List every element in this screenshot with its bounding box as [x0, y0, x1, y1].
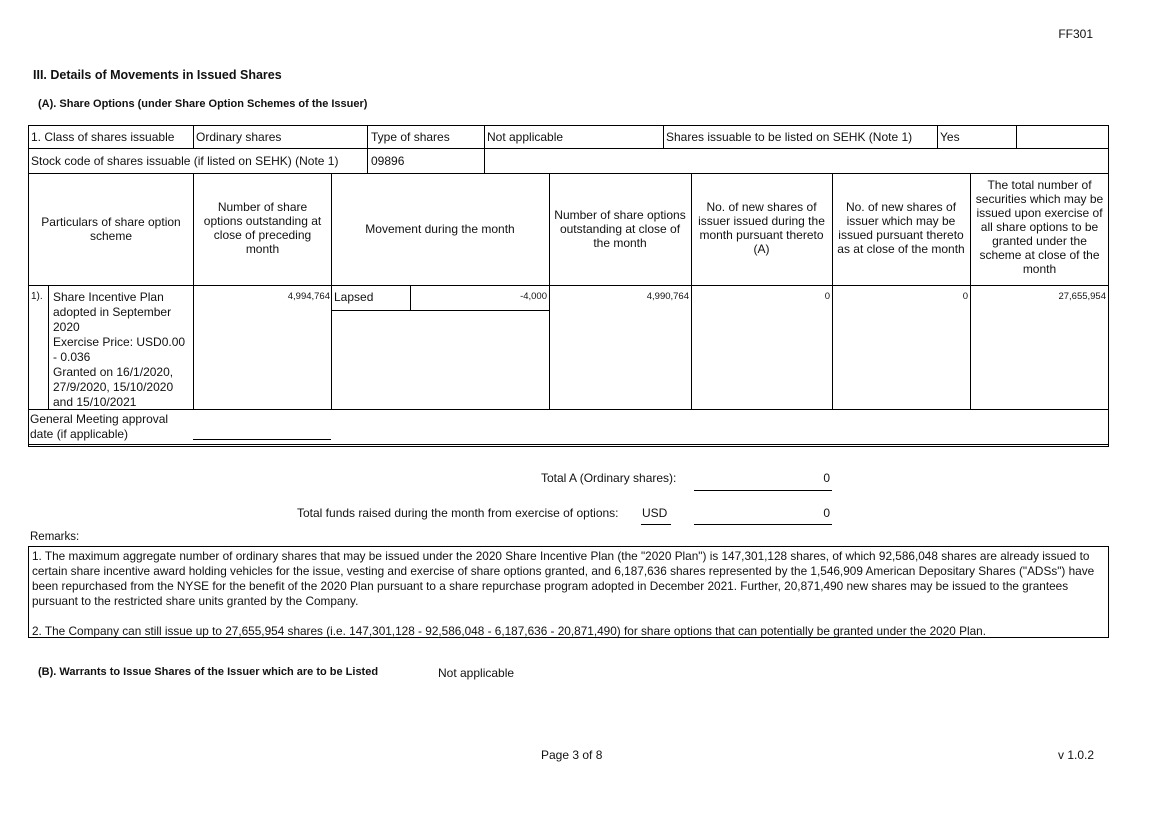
- form-code: FF301: [1058, 27, 1093, 41]
- scheme-index: 1).: [31, 291, 43, 302]
- subsection-b-value: Not applicable: [438, 666, 515, 680]
- stock-code-value: 09896: [371, 154, 405, 168]
- header-particulars: Particulars of share option scheme: [41, 215, 181, 243]
- remark-2: 2. The Company can still issue up to 27,655,954 shares (i.e. 147,301,128 - 92,586,048 - 6,187,636 - 20,871,490) for share options that can potentially be granted under the 2020 Plan.: [32, 624, 987, 638]
- gm-approval-label: General Meeting approval date (if applicable): [30, 412, 169, 441]
- subsection-a-title: (A). Share Options (under Share Option Schemes of the Issuer): [38, 98, 368, 110]
- outstanding-close-value: 4,990,764: [646, 291, 689, 302]
- may-be-issued-value: 0: [962, 291, 968, 302]
- listed-value: Yes: [940, 130, 960, 144]
- remarks-box: [28, 546, 1109, 638]
- scheme-description: Share Incentive Plan adopted in September 2020 Exercise Price: USD0.00 - 0.036 Granted on 16/1/2020, 27/9/2020, 15/10/2020 and 15/10/2021: [53, 290, 186, 409]
- header-new-issued: No. of new shares of issuer issued during the month pursuant thereto (A): [698, 200, 825, 256]
- header-movement: Movement during the month: [365, 222, 515, 236]
- stock-code-label: Stock code of shares issuable (if listed on SEHK) (Note 1): [31, 154, 339, 168]
- remarks-label: Remarks:: [30, 531, 80, 543]
- funds-currency: USD: [642, 506, 668, 520]
- page-number: Page 3 of 8: [541, 748, 603, 762]
- movement-value: -4,000: [520, 291, 547, 302]
- version: v 1.0.2: [1058, 748, 1095, 762]
- class-value: Ordinary shares: [196, 130, 282, 144]
- section-title: III. Details of Movements in Issued Shares: [33, 68, 282, 82]
- funds-label: Total funds raised during the month from exercise of options:: [297, 506, 619, 520]
- gm-approval-date-line: [193, 439, 331, 440]
- type-value: Not applicable: [487, 130, 564, 144]
- total-a-label: Total A (Ordinary shares):: [541, 471, 677, 485]
- total-a-value: 0: [823, 471, 830, 485]
- header-outstanding-prev: Number of share options outstanding at close of preceding month: [203, 200, 322, 256]
- new-issued-value: 0: [824, 291, 830, 302]
- type-label: Type of shares: [371, 130, 450, 144]
- movement-type: Lapsed: [334, 290, 374, 304]
- remark-1: 1. The maximum aggregate number of ordinary shares that may be issued under the 2020 Share Incentive Plan (the "2020 Plan") is 147,301,128 shares, of which 92,586,048 shares are already issued to certain share incentive award holding vehicles for the issue, vesting and exercise of share options granted, and 6,187,636 shares represented by the 1,546,909 American Depositary Shares ("ADSs") have been repurchased from the NYSE for the benefit of the 2020 Plan pursuant to a share repurchase program adopted in December 2021. Further, 20,871,490 new shares may be issued to the grantees pursuant to the restricted share units granted by the Company.: [32, 549, 1095, 608]
- header-may-be-issued: No. of new shares of issuer which may be issued pursuant thereto as at close of the month: [837, 200, 965, 256]
- header-total-securities: The total number of securities which may be issued upon exercise of all share options to be granted under the scheme at close of the month: [975, 178, 1104, 276]
- funds-value: 0: [823, 506, 830, 520]
- outstanding-prev-value: 4,994,764: [287, 291, 330, 302]
- total-securities-value: 27,655,954: [1058, 291, 1106, 302]
- class-label: 1. Class of shares issuable: [31, 130, 175, 144]
- listed-label: Shares issuable to be listed on SEHK (Note 1): [666, 130, 913, 144]
- subsection-b-title: (B). Warrants to Issue Shares of the Issuer which are to be Listed: [38, 666, 379, 678]
- header-outstanding-close: Number of share options outstanding at close of the month: [554, 208, 686, 250]
